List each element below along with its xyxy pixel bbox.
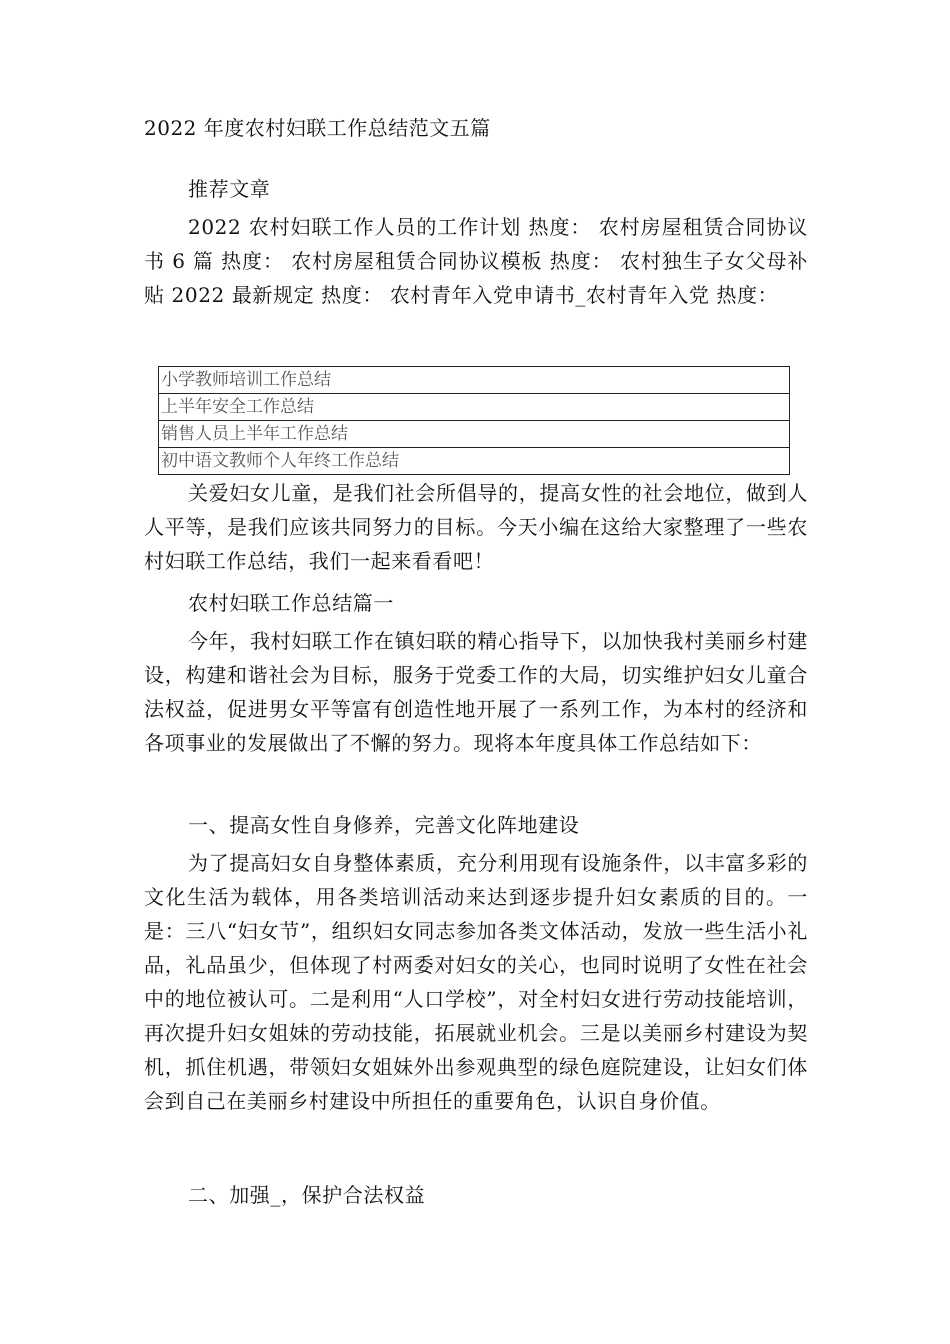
- intro-paragraph: 关爱妇女儿童，是我们社会所倡导的，提高女性的社会地位，做到人人平等，是我们应该共同努力的目标。今天小编在这给大家整理了一些农村妇联工作总结，我们一起来看看吧！: [144, 481, 808, 573]
- recommend-heading: 推荐文章: [188, 177, 271, 201]
- section-title: 农村妇联工作总结篇一: [188, 591, 394, 615]
- related-link-4[interactable]: 初中语文教师个人年终工作总结: [159, 448, 790, 475]
- table-row: [159, 421, 790, 448]
- related-link-1[interactable]: 小学教师培训工作总结: [159, 367, 790, 394]
- table-row: [159, 448, 790, 475]
- table-row: [159, 367, 790, 394]
- recommend-line: 2022 农村妇联工作人员的工作计划 热度： 农村房屋租赁合同协议书 6 篇 热度： 农村房屋租赁合同协议模板 热度： 农村独生子女父母补贴 2022 最新规定 热度： 农村青年入党申请书_农村青年入党 热度：: [144, 215, 808, 307]
- related-link-2[interactable]: 上半年安全工作总结: [159, 394, 790, 421]
- culture-paragraph: 为了提高妇女自身整体素质，充分利用现有设施条件，以丰富多彩的文化生活为载体，用各类培训活动来达到逐步提升妇女素质的目的。一是：三八“妇女节”，组织妇女同志参加各类文体活动，发放一些生活小礼品，礼品虽少，但体现了村两委对妇女的关心，也同时说明了女性在社会中的地位被认可。二是利用“人口学校”，对全村妇女进行劳动技能培训，再次提升妇女姐妹的劳动技能，拓展就业机会。三是以美丽乡村建设为契机，抓住机遇，带领妇女姐妹外出参观典型的绿色庭院建设，让妇女们体会到自己在美丽乡村建设中所担任的重要角色，认识自身价值。: [144, 851, 808, 1113]
- related-articles-table: [158, 366, 790, 475]
- table-row: [159, 394, 790, 421]
- subheading-rights: 二、加强_，保护合法权益: [188, 1183, 426, 1207]
- related-link-3[interactable]: 销售人员上半年工作总结: [159, 421, 790, 448]
- document-title: 2022 年度农村妇联工作总结范文五篇: [144, 116, 491, 140]
- subheading-culture: 一、提高女性自身修养，完善文化阵地建设: [188, 813, 580, 837]
- section-paragraph: 今年，我村妇联工作在镇妇联的精心指导下，以加快我村美丽乡村建设，构建和谐社会为目标，服务于党委工作的大局，切实维护妇女儿童合法权益，促进男女平等富有创造性地开展了一系列工作，为本村的经济和各项事业的发展做出了不懈的努力。现将本年度具体工作总结如下：: [144, 629, 808, 755]
